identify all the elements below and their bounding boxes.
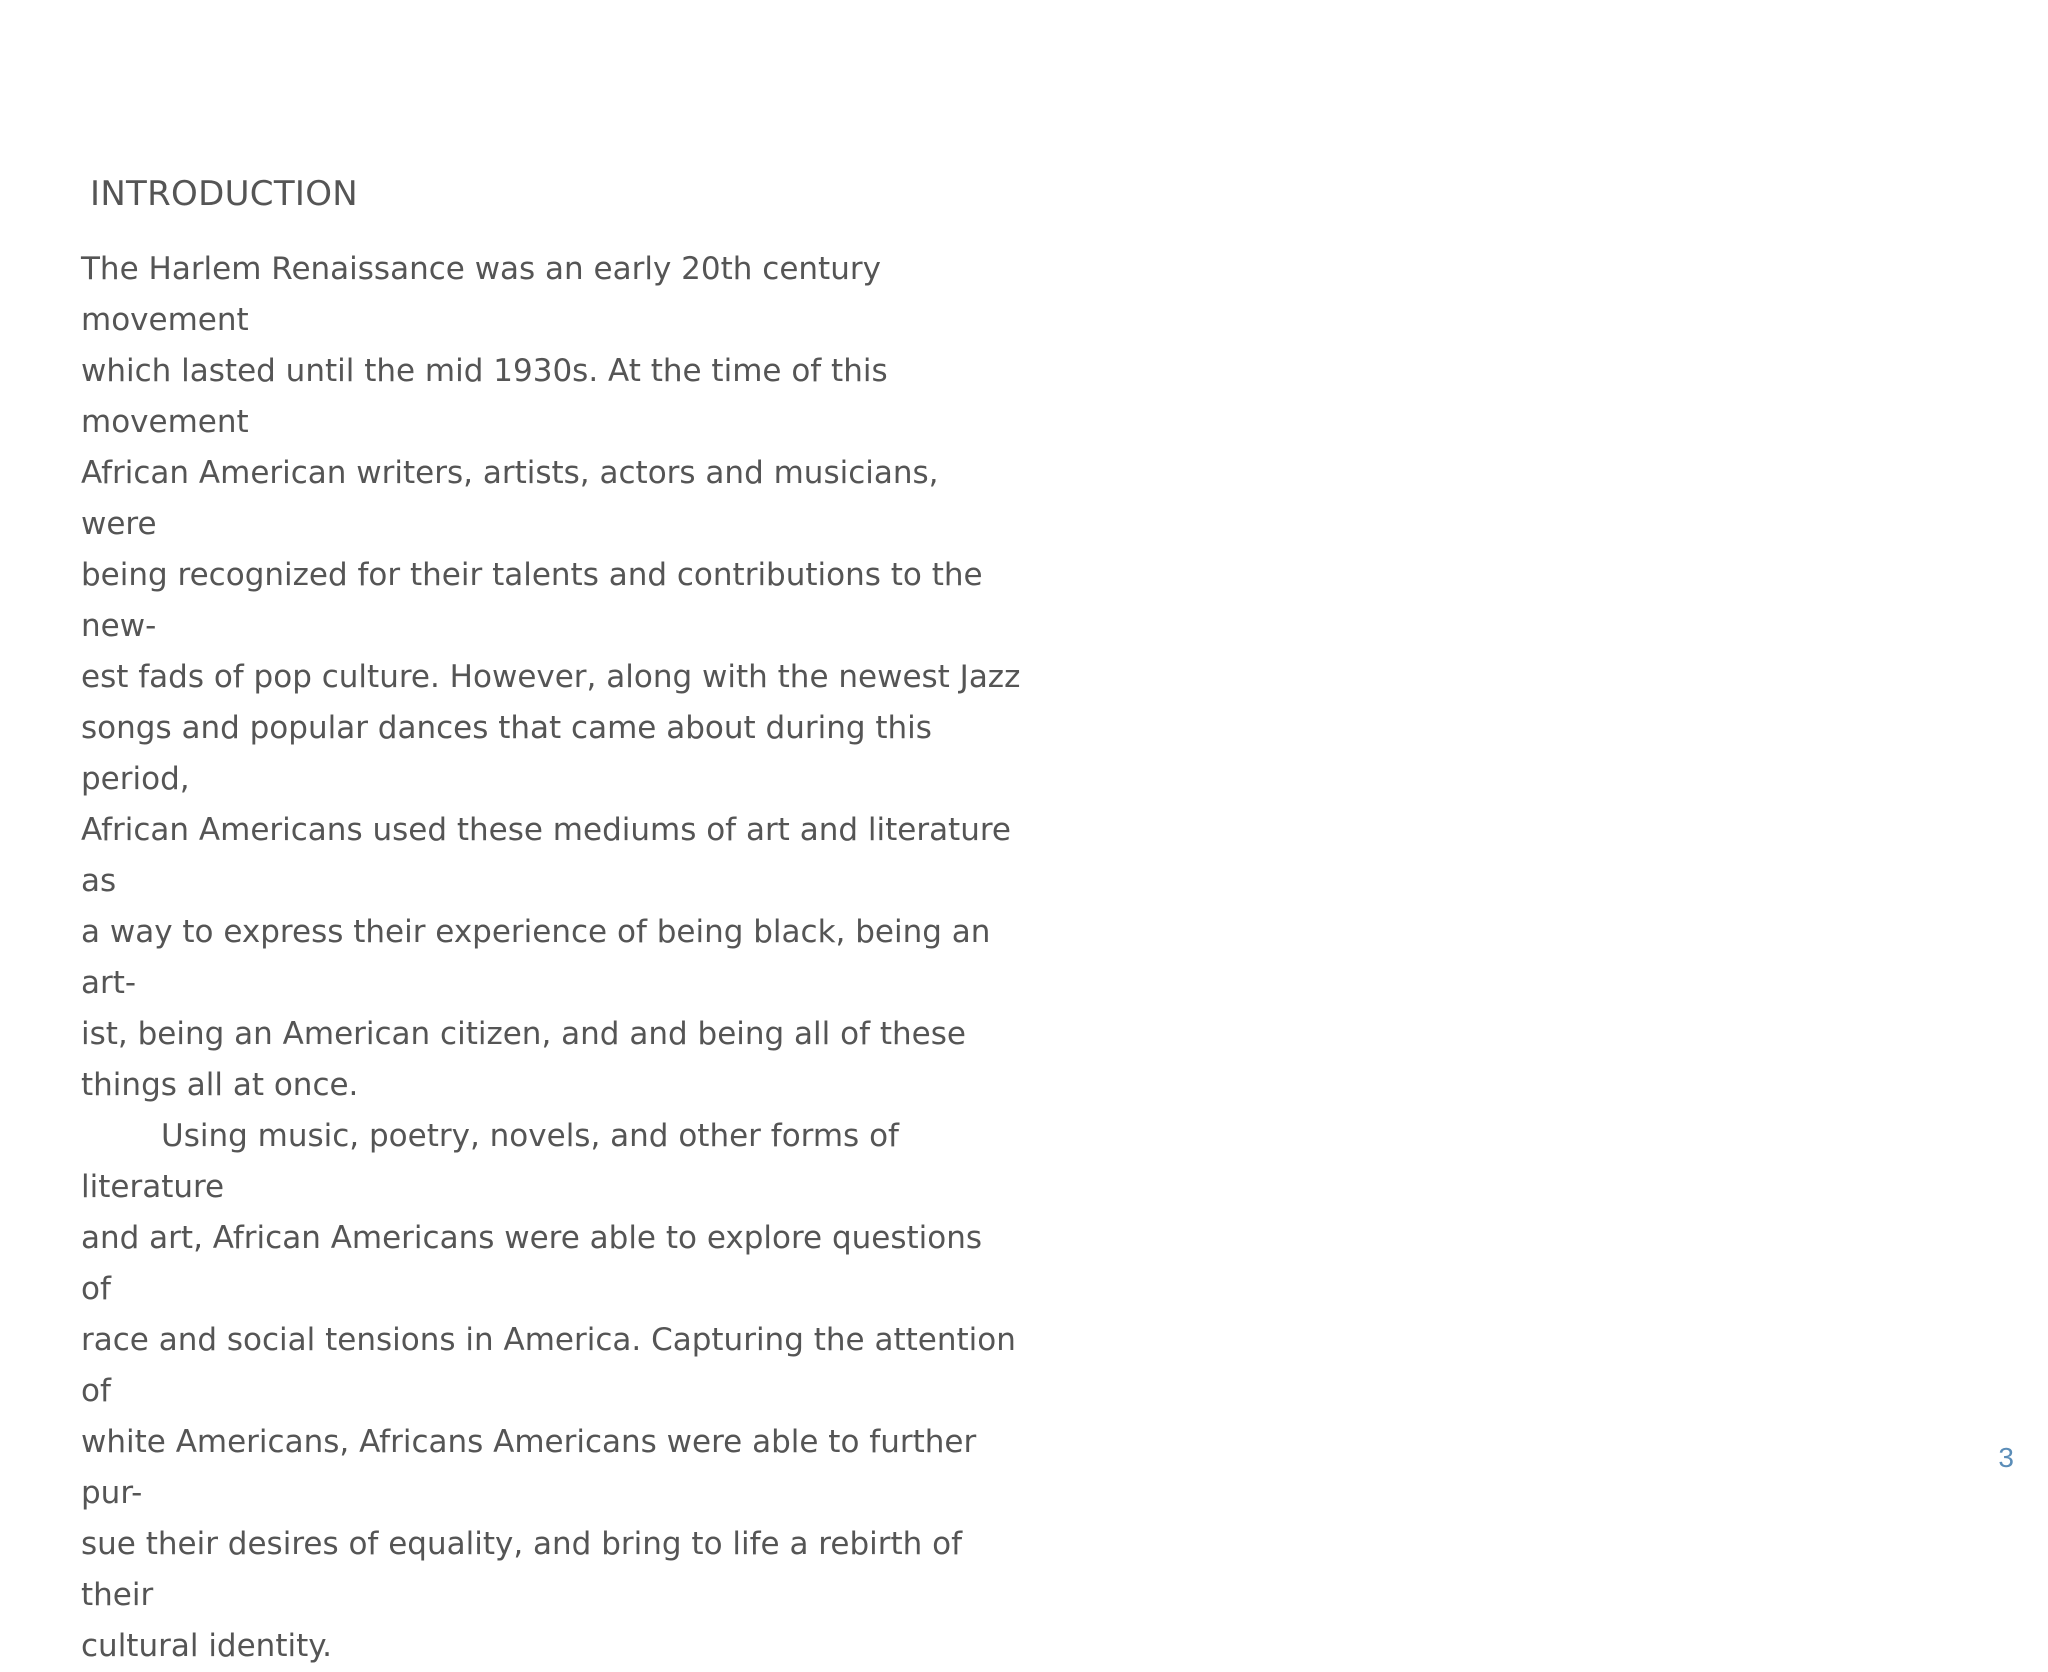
- body-text: [81, 244, 1021, 1672]
- paragraph-1: The Harlem Renaissance was an early 20th century movement which lasted until the mid 1930s. At the time of this movement African American writers, artists, actors and musicians, were being recognized for their talents and contributions to the new- est fads of pop culture. However, along with the newest Jazz songs and popular dances that came about during this period, African Americans used these mediums of art and literature as a way to express their experience of being black, being an art- ist, being an American citizen, and and being all of these things all at once.: [81, 251, 1021, 1103]
- paragraph-2: Using music, poetry, novels, and other forms of literature and art, African Americans were able to explore questions of race and social tensions in America. Capturing the attention of white Americans, Africans Americans were able to further pur- sue their desires of equality, and bring to life a rebirth of their cultural identity.: [81, 1118, 1016, 1664]
- section-heading: INTRODUCTION: [90, 174, 359, 214]
- page-number: 3: [1998, 1442, 2014, 1473]
